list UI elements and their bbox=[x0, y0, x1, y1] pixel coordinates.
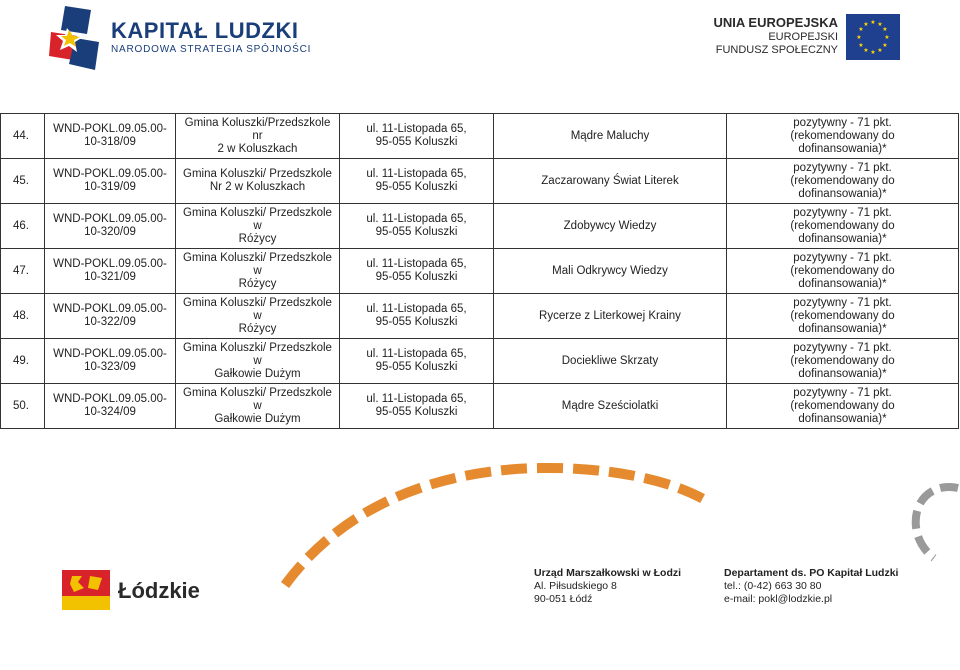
eu-title: UNIA EUROPEJSKA bbox=[713, 15, 838, 30]
evaluation-status bbox=[727, 114, 959, 159]
row-number bbox=[1, 114, 45, 159]
application-id bbox=[45, 159, 176, 204]
status-line1: pozytywny - 71 pkt. bbox=[793, 116, 892, 129]
status-line3: dofinansowania)* bbox=[798, 277, 887, 290]
department-email: e-mail: pokl@lodzkie.pl bbox=[724, 593, 833, 605]
row-number-text: 44. bbox=[13, 129, 29, 142]
application-id bbox=[45, 339, 176, 384]
status-line3: dofinansowania)* bbox=[798, 412, 887, 425]
status-line2: (rekomendowany do bbox=[790, 264, 895, 277]
application-id bbox=[45, 294, 176, 339]
application-id bbox=[45, 384, 176, 429]
row-number-text: 48. bbox=[13, 309, 29, 322]
applicant-name-line1: Gmina Koluszki/ Przedszkole w bbox=[183, 296, 332, 322]
application-id bbox=[45, 114, 176, 159]
status-line3: dofinansowania)* bbox=[798, 142, 887, 155]
applicant-address bbox=[340, 114, 494, 159]
kapital-ludzki-title: KAPITAŁ LUDZKI bbox=[111, 18, 299, 43]
address-line2: 95-055 Koluszki bbox=[375, 136, 458, 148]
evaluation-status bbox=[727, 159, 959, 204]
evaluation-status bbox=[727, 294, 959, 339]
lodzkie-logo bbox=[62, 566, 212, 614]
office-street: Al. Piłsudskiego 8 bbox=[534, 580, 617, 592]
department-contact bbox=[724, 567, 898, 606]
status-line2: (rekomendowany do bbox=[790, 354, 895, 367]
applicant-name-line1: Gmina Koluszki/ Przedszkole bbox=[183, 168, 332, 180]
address-line2: 95-055 Koluszki bbox=[375, 271, 458, 283]
row-number bbox=[1, 204, 45, 249]
applicant-name bbox=[176, 339, 340, 384]
office-address bbox=[534, 567, 681, 606]
application-id bbox=[45, 204, 176, 249]
svg-text:★: ★ bbox=[882, 42, 888, 49]
row-number bbox=[1, 159, 45, 204]
address-line2: 95-055 Koluszki bbox=[375, 181, 458, 193]
table-row bbox=[1, 384, 959, 429]
status-line2: (rekomendowany do bbox=[790, 129, 895, 142]
row-number-text: 46. bbox=[13, 219, 29, 232]
project-title bbox=[494, 339, 727, 384]
project-title-text: Dociekliwe Skrzaty bbox=[561, 354, 659, 367]
project-title-text: Zdobywcy Wiedzy bbox=[563, 219, 657, 232]
status-line1: pozytywny - 71 pkt. bbox=[793, 206, 892, 219]
project-title-text: Rycerze z Literkowej Krainy bbox=[539, 309, 681, 322]
applicant-address bbox=[340, 159, 494, 204]
row-number-text: 45. bbox=[13, 174, 29, 187]
application-id-line1: WND-POKL.09.05.00- bbox=[53, 258, 167, 270]
svg-text:★: ★ bbox=[863, 47, 869, 54]
applicant-name bbox=[176, 159, 340, 204]
project-title bbox=[494, 294, 727, 339]
applicant-name-line2: 2 w Koluszkach bbox=[217, 142, 298, 155]
applicant-name-line2: Różycy bbox=[238, 232, 277, 245]
applicant-name-line1: Gmina Koluszki/ Przedszkole w bbox=[183, 251, 332, 277]
applicant-name bbox=[176, 204, 340, 249]
status-line2: (rekomendowany do bbox=[790, 219, 895, 232]
table-row bbox=[1, 114, 959, 159]
svg-text:★: ★ bbox=[877, 21, 883, 28]
row-number bbox=[1, 294, 45, 339]
row-number-text: 49. bbox=[13, 354, 29, 367]
application-id-line1: WND-POKL.09.05.00- bbox=[53, 213, 167, 225]
projects-table bbox=[0, 113, 959, 429]
status-line3: dofinansowania)* bbox=[798, 232, 887, 245]
table-row bbox=[1, 339, 959, 384]
kapital-ludzki-emblem-icon bbox=[47, 4, 103, 74]
svg-text:★: ★ bbox=[856, 34, 862, 41]
status-line1: pozytywny - 71 pkt. bbox=[793, 296, 892, 309]
department-name: Departament ds. PO Kapitał Ludzki bbox=[724, 567, 899, 579]
application-id-line2: 10-321/09 bbox=[84, 271, 136, 283]
applicant-name bbox=[176, 114, 340, 159]
applicant-name-line2: Gałkowie Dużym bbox=[214, 412, 301, 425]
address-line2: 95-055 Koluszki bbox=[375, 226, 458, 238]
status-line3: dofinansowania)* bbox=[798, 367, 887, 380]
applicant-name-line1: Gmina Koluszki/ Przedszkole w bbox=[183, 341, 332, 367]
project-title bbox=[494, 159, 727, 204]
eu-fund-line1: EUROPEJSKI bbox=[768, 31, 838, 43]
application-id-line1: WND-POKL.09.05.00- bbox=[53, 123, 167, 135]
evaluation-status bbox=[727, 384, 959, 429]
kapital-ludzki-logo bbox=[47, 4, 312, 74]
application-id-line2: 10-320/09 bbox=[84, 226, 136, 238]
table-row bbox=[1, 294, 959, 339]
project-title-text: Mądre Maluchy bbox=[570, 129, 650, 142]
svg-text:★: ★ bbox=[858, 42, 864, 49]
status-line1: pozytywny - 71 pkt. bbox=[793, 386, 892, 399]
status-line1: pozytywny - 71 pkt. bbox=[793, 161, 892, 174]
address-line1: ul. 11-Listopada 65, bbox=[366, 258, 467, 270]
project-title bbox=[494, 204, 727, 249]
application-id-line2: 10-322/09 bbox=[84, 316, 136, 328]
svg-text:★: ★ bbox=[858, 26, 864, 33]
applicant-name bbox=[176, 384, 340, 429]
office-name: Urząd Marszałkowski w Łodzi bbox=[534, 567, 682, 579]
row-number-text: 47. bbox=[13, 264, 29, 277]
status-line2: (rekomendowany do bbox=[790, 309, 895, 322]
application-id-line2: 10-318/09 bbox=[84, 136, 136, 148]
eu-fund-line2: FUNDUSZ SPOŁECZNY bbox=[715, 44, 838, 56]
svg-text:★: ★ bbox=[870, 19, 876, 26]
status-line3: dofinansowania)* bbox=[798, 187, 887, 200]
application-id-line1: WND-POKL.09.05.00- bbox=[53, 303, 167, 315]
address-line2: 95-055 Koluszki bbox=[375, 316, 458, 328]
application-id bbox=[45, 249, 176, 294]
applicant-address bbox=[340, 339, 494, 384]
status-line2: (rekomendowany do bbox=[790, 174, 895, 187]
applicant-address bbox=[340, 294, 494, 339]
application-id-line1: WND-POKL.09.05.00- bbox=[53, 168, 167, 180]
row-number bbox=[1, 249, 45, 294]
table-row bbox=[1, 159, 959, 204]
application-id-line2: 10-323/09 bbox=[84, 361, 136, 373]
applicant-name bbox=[176, 294, 340, 339]
address-line1: ul. 11-Listopada 65, bbox=[366, 348, 467, 360]
address-line2: 95-055 Koluszki bbox=[375, 361, 458, 373]
status-line2: (rekomendowany do bbox=[790, 399, 895, 412]
address-line1: ul. 11-Listopada 65, bbox=[366, 303, 467, 315]
svg-text:★: ★ bbox=[870, 49, 876, 56]
address-line2: 95-055 Koluszki bbox=[375, 406, 458, 418]
address-line1: ul. 11-Listopada 65, bbox=[366, 168, 467, 180]
svg-text:★: ★ bbox=[882, 26, 888, 33]
applicant-name-line2: Różycy bbox=[238, 277, 277, 290]
project-title-text: Mali Odkrywcy Wiedzy bbox=[552, 264, 668, 277]
project-title bbox=[494, 114, 727, 159]
eu-flag-icon bbox=[846, 14, 900, 60]
department-phone: tel.: (0-42) 663 30 80 bbox=[724, 580, 822, 592]
decorative-arc-gray bbox=[900, 480, 960, 570]
applicant-address bbox=[340, 384, 494, 429]
applicant-name-line1: Gmina Koluszki/ Przedszkole w bbox=[183, 206, 332, 232]
project-title-text: Mądre Sześciolatki bbox=[561, 399, 659, 412]
svg-text:★: ★ bbox=[884, 34, 890, 41]
office-city: 90-051 Łódź bbox=[534, 593, 593, 605]
eu-logo bbox=[690, 12, 900, 64]
svg-text:★: ★ bbox=[863, 21, 869, 28]
status-line3: dofinansowania)* bbox=[798, 322, 887, 335]
project-title-text: Zaczarowany Świat Literek bbox=[541, 174, 679, 187]
address-line1: ul. 11-Listopada 65, bbox=[366, 213, 467, 225]
address-line1: ul. 11-Listopada 65, bbox=[366, 393, 467, 405]
application-id-line2: 10-324/09 bbox=[84, 406, 136, 418]
lodzkie-emblem-icon bbox=[62, 570, 110, 610]
applicant-address bbox=[340, 204, 494, 249]
evaluation-status bbox=[727, 339, 959, 384]
applicant-name-line1: Gmina Koluszki/Przedszkole nr bbox=[184, 116, 331, 142]
applicant-name-line2: Nr 2 w Koluszkach bbox=[209, 181, 306, 193]
row-number bbox=[1, 384, 45, 429]
status-line1: pozytywny - 71 pkt. bbox=[793, 251, 892, 264]
address-line1: ul. 11-Listopada 65, bbox=[366, 123, 467, 135]
application-id-line1: WND-POKL.09.05.00- bbox=[53, 348, 167, 360]
status-line1: pozytywny - 71 pkt. bbox=[793, 341, 892, 354]
table-row bbox=[1, 204, 959, 249]
kapital-ludzki-subtitle: NARODOWA STRATEGIA SPÓJNOŚCI bbox=[111, 44, 312, 55]
project-title bbox=[494, 249, 727, 294]
evaluation-status bbox=[727, 249, 959, 294]
applicant-name-line2: Różycy bbox=[238, 322, 277, 335]
project-title bbox=[494, 384, 727, 429]
applicant-name-line2: Gałkowie Dużym bbox=[214, 367, 301, 380]
row-number bbox=[1, 339, 45, 384]
evaluation-status bbox=[727, 204, 959, 249]
table-row bbox=[1, 249, 959, 294]
application-id-line2: 10-319/09 bbox=[84, 181, 136, 193]
application-id-line1: WND-POKL.09.05.00- bbox=[53, 393, 167, 405]
applicant-address bbox=[340, 249, 494, 294]
region-name: Łódzkie bbox=[118, 578, 200, 603]
applicant-name-line1: Gmina Koluszki/ Przedszkole w bbox=[183, 386, 332, 412]
svg-text:★: ★ bbox=[877, 47, 883, 54]
row-number-text: 50. bbox=[13, 399, 29, 412]
applicant-name bbox=[176, 249, 340, 294]
